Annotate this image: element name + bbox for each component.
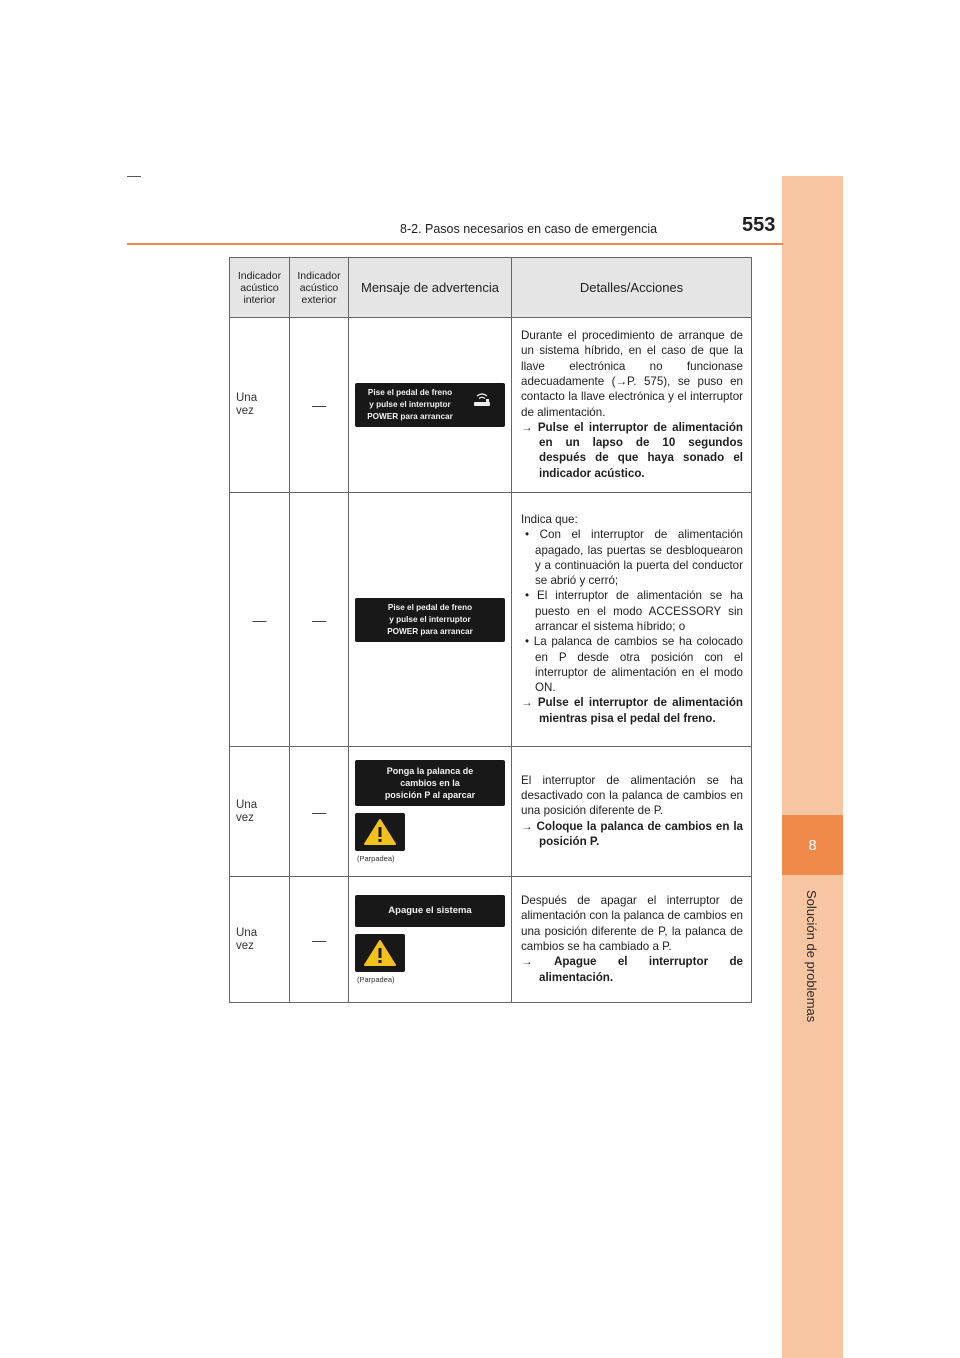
message-display: Pise el pedal de freno y pulse el interruptor POWER para arrancar <box>355 383 505 427</box>
exterior-buzzer: — <box>290 493 349 747</box>
header-exterior: Indicador acústico exterior <box>290 258 349 318</box>
list-item: • El interruptor de alimentación se ha puesto en el modo ACCESSORY sin arrancar el sistema híbrido; o <box>525 589 744 633</box>
message-display: Ponga la palanca de cambios en la posición P al aparcar <box>355 760 505 806</box>
master-warning-light <box>355 813 405 851</box>
action-text: → Pulse el interruptor de alimentación mientras pisa el pedal del freno. <box>521 696 743 725</box>
warning-table <box>229 257 752 1003</box>
interior-buzzer: Una vez <box>230 877 290 1003</box>
warning-message <box>349 747 512 877</box>
blink-label: (Parpadea) <box>357 975 395 984</box>
table-row <box>230 877 752 1003</box>
interior-buzzer: Una vez <box>230 318 290 493</box>
header-interior: Indicador acústico interior <box>230 258 290 318</box>
chapter-label: Solución de problemas <box>804 890 819 1023</box>
warning-message <box>349 318 512 493</box>
exterior-buzzer: — <box>290 877 349 1003</box>
details-cell: Durante el procedimiento de arranque de un sistema híbrido, en el caso de que la llave electrónica no funcionase adecuadamente (→P. 575), se puso en contacto la llave electrónica y el interruptor de alimentación. → Pulse el interruptor de alimentación en un lapso de 10 segundos después de que haya sonado el indicador acústico. <box>512 318 752 493</box>
interior-buzzer: — <box>230 493 290 747</box>
crop-mark <box>127 176 141 177</box>
warning-message <box>349 493 512 747</box>
list-item: • Con el interruptor de alimentación apagado, las puertas se desbloquearon y a continuación la puerta del conductor se abrió y cerró; <box>525 528 743 588</box>
table-row <box>230 747 752 877</box>
list-item: • La palanca de cambios se ha colocado en P desde otra posición con el interruptor de alimentación en el modo ON. <box>525 635 743 695</box>
details-cell: Indica que: • Con el interruptor de alimentación apagado, las puertas se desbloquearon y a continuación la puerta del conductor se abrió y cerró; • El interruptor de alimentación se ha puesto en el modo ACCESSORY sin arrancar el sistema híbrido; o • La palanca de cambios se ha colocado en P desde otra posición con el interruptor de alimentación en el modo ON. → Pulse el interruptor de alimentación mientras pisa el pedal del freno. <box>512 493 752 747</box>
action-text: → Apague el interruptor de alimentación. <box>521 955 743 984</box>
action-text: → Coloque la palanca de cambios en la posición P. <box>521 819 743 848</box>
section-title: 8-2. Pasos necesarios en caso de emergencia <box>400 222 658 236</box>
page-number: 553 <box>742 214 776 236</box>
details-cell: Después de apagar el interruptor de alimentación con la palanca de cambios en una posición diferente de P, la palanca de cambios se ha cambiado a P. → Apague el interruptor de alimentación. <box>512 877 752 1003</box>
chapter-number-tab <box>782 815 843 875</box>
message-display: Apague el sistema <box>355 895 505 927</box>
warning-triangle-icon <box>363 939 397 967</box>
action-text: → Pulse el interruptor de alimentación en un lapso de 10 segundos después de que haya sonado el indicador acústico. <box>521 420 743 480</box>
master-warning-light <box>355 934 405 972</box>
details-cell: El interruptor de alimentación se ha desactivado con la palanca de cambios en una posición diferente de P. → Coloque la palanca de cambios en la posición P. <box>512 747 752 877</box>
chapter-side-band <box>782 176 843 1358</box>
header-details: Detalles/Acciones <box>512 258 752 318</box>
chapter-number: 8 <box>808 836 817 854</box>
header-message: Mensaje de advertencia <box>349 258 512 318</box>
table-row <box>230 493 752 747</box>
exterior-buzzer: — <box>290 747 349 877</box>
message-display: Pise el pedal de freno y pulse el interruptor POWER para arrancar <box>355 598 505 642</box>
table-header-row <box>230 258 752 318</box>
interior-buzzer: Una vez <box>230 747 290 877</box>
exterior-buzzer: — <box>290 318 349 493</box>
blink-label: (Parpadea) <box>357 854 395 863</box>
smart-key-icon <box>473 393 491 407</box>
table-row <box>230 318 752 493</box>
warning-triangle-icon <box>363 818 397 846</box>
header-rule <box>127 243 783 245</box>
warning-message <box>349 877 512 1003</box>
